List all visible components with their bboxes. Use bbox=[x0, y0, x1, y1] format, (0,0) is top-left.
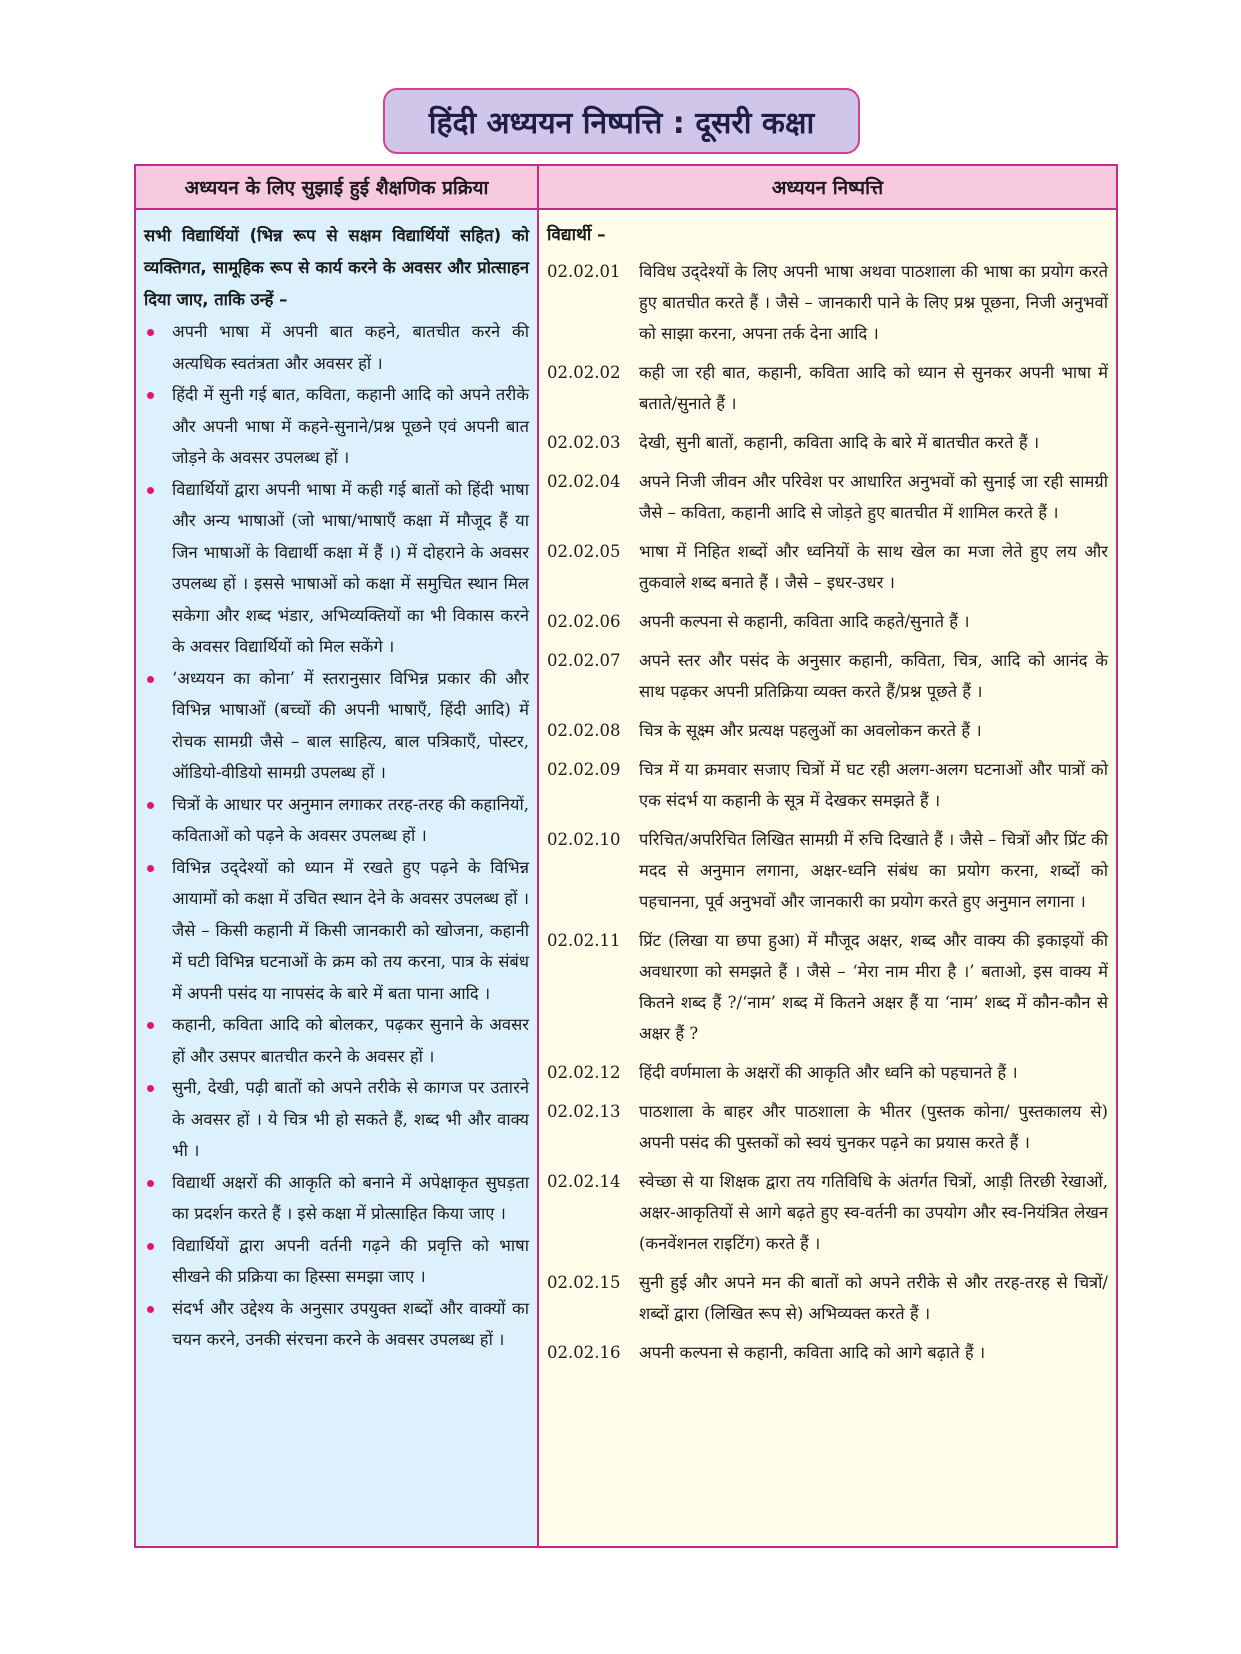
outcome-text: अपनी कल्पना से कहानी, कविता आदि को आगे बढ़ाते हैं । bbox=[639, 1343, 986, 1362]
outcome-row bbox=[547, 824, 1108, 917]
outcomes-column bbox=[539, 210, 1116, 1546]
right-column-header: अध्ययन निष्पत्ति bbox=[539, 166, 1116, 210]
outcome-text: हिंदी वर्णमाला के अक्षरों की आकृति और ध्वनि को पहचानते हैं । bbox=[639, 1063, 1018, 1082]
outcome-code: 02.02.08 bbox=[547, 721, 621, 740]
list-item-text: कहानी, कविता आदि को बोलकर, पढ़कर सुनाने के अवसर हों और उसपर बातचीत करने के अवसर हों । bbox=[172, 1015, 529, 1066]
outcome-row bbox=[547, 925, 1108, 1049]
outcome-code: 02.02.01 bbox=[547, 262, 621, 281]
bullet-icon bbox=[147, 802, 154, 809]
outcome-text: पाठशाला के बाहर और पाठशाला के भीतर (पुस्तक कोना/ पुस्तकालय से) अपनी पसंद की पुस्तकों को स्वयं चुनकर पढ़ने का प्रयास करते हैं । bbox=[639, 1102, 1108, 1152]
outcome-code: 02.02.11 bbox=[547, 931, 621, 950]
outcome-row bbox=[547, 1057, 1108, 1088]
pedagogy-column bbox=[136, 210, 537, 1546]
outcome-text: भाषा में निहित शब्दों और ध्वनियों के साथ खेल का मजा लेते हुए लय और तुकवाले शब्द बनाते हैं । जैसे – इधर-उधर । bbox=[639, 542, 1108, 592]
outcome-code: 02.02.14 bbox=[547, 1172, 621, 1191]
bullet-icon bbox=[147, 392, 154, 399]
list-item bbox=[144, 474, 529, 663]
bullet-icon bbox=[147, 1243, 154, 1250]
list-item bbox=[144, 1072, 529, 1167]
list-item bbox=[144, 1167, 529, 1230]
list-item-text: सुनी, देखी, पढ़ी बातों को अपने तरीके से कागज पर उतारने के अवसर हों । ये चित्र भी हो सकते हैं, शब्द भी और वाक्य भी । bbox=[172, 1078, 529, 1160]
list-item bbox=[144, 852, 529, 1010]
bullet-icon bbox=[147, 1180, 154, 1187]
outcome-row bbox=[547, 256, 1108, 349]
page-title: हिंदी अध्ययन निष्पत्ति : दूसरी कक्षा bbox=[383, 88, 860, 154]
outcome-row bbox=[547, 1337, 1108, 1368]
list-item-text: चित्रों के आधार पर अनुमान लगाकर तरह-तरह की कहानियों, कविताओं को पढ़ने के अवसर उपलब्ध हों । bbox=[172, 794, 529, 845]
list-item-text: विभिन्न उद्‌देश्यों को ध्यान में रखते हुए पढ़ने के विभिन्न आयामों को कक्षा में उचित स्थान देने के अवसर उपलब्ध हों । जैसे – किसी कहानी में किसी जानकारी को खोजना, कहानी में घटी विभिन्न घटनाओं के क्रम को तय करना, पात्र के संबंध में अपनी पसंद या नापसंद के बारे में बता पाना आदि । bbox=[172, 857, 529, 1003]
outcome-row bbox=[547, 754, 1108, 816]
list-item-text: अपनी भाषा में अपनी बात कहने, बातचीत करने की अत्यधिक स्वतंत्रता और अवसर हों । bbox=[172, 322, 529, 373]
outcome-row bbox=[547, 466, 1108, 528]
list-item-text: विद्यार्थियों द्वारा अपनी भाषा में कही गई बातों को हिंदी भाषा और अन्य भाषाओं (जो भाषा/भाषाएँ कक्षा में मौजूद हैं या जिन भाषाओं के विद्यार्थी कक्षा में हैं ।) में दोहराने के अवसर उपलब्ध हों । इससे भाषाओं को कक्षा में समुचित स्थान मिल सकेगा और शब्द भंडार, अभिव्यक्तियों का भी विकास करने के अवसर विद्यार्थियों को मिल सकेंगे । bbox=[172, 479, 529, 656]
outcome-code: 02.02.10 bbox=[547, 830, 621, 849]
list-item bbox=[144, 1009, 529, 1072]
list-item bbox=[144, 316, 529, 379]
outcome-code: 02.02.12 bbox=[547, 1063, 621, 1082]
outcome-code: 02.02.16 bbox=[547, 1343, 621, 1362]
list-item-text: हिंदी में सुनी गई बात, कविता, कहानी आदि को अपने तरीके और अपनी भाषा में कहने-सुनाने/प्रश्न पूछने एवं अपनी बात जोड़ने के अवसर उपलब्ध हों । bbox=[172, 385, 529, 467]
outcome-row bbox=[547, 536, 1108, 598]
bullet-icon bbox=[147, 865, 154, 872]
bullet-icon bbox=[147, 1306, 154, 1313]
outcomes-table bbox=[134, 164, 1118, 1548]
outcome-text: सुनी हुई और अपने मन की बातों को अपने तरीके से और तरह-तरह से चित्रों/शब्दों द्वारा (लिखित रूप से) अभिव्यक्त करते हैं । bbox=[639, 1273, 1108, 1323]
list-item-text: संदर्भ और उद्देश्य के अनुसार उपयुक्त शब्दों और वाक्यों का चयन करने, उनकी संरचना करने के अवसर उपलब्ध हों । bbox=[172, 1298, 529, 1349]
outcome-row bbox=[547, 606, 1108, 637]
outcome-row bbox=[547, 1267, 1108, 1329]
bullet-icon bbox=[147, 1022, 154, 1029]
list-item bbox=[144, 1293, 529, 1356]
outcome-text: अपने स्तर और पसंद के अनुसार कहानी, कविता, चित्र, आदि को आनंद के साथ पढ़कर अपनी प्रतिक्रिया व्यक्त करते हैं/प्रश्न पूछते हैं । bbox=[639, 651, 1108, 701]
list-item-text: विद्यार्थियों द्वारा अपनी वर्तनी गढ़ने की प्रवृत्ति को भाषा सीखने की प्रक्रिया का हिस्सा समझा जाए । bbox=[172, 1235, 529, 1286]
list-item bbox=[144, 663, 529, 789]
outcome-text: स्वेच्छा से या शिक्षक द्वारा तय गतिविधि के अंतर्गत चित्रों, आड़ी तिरछी रेखाओं, अक्षर-आकृतियों से आगे बढ़ते हुए स्व-वर्तनी का उपयोग और स्व-नियंत्रित लेखन (कनवेंशनल राइटिंग) करते हैं । bbox=[639, 1172, 1108, 1253]
student-label: विद्यार्थी – bbox=[547, 225, 606, 245]
outcome-row bbox=[547, 1096, 1108, 1158]
outcome-row bbox=[547, 715, 1108, 746]
outcome-row bbox=[547, 427, 1108, 458]
outcome-text: देखी, सुनी बातों, कहानी, कविता आदि के बारे में बातचीत करते हैं । bbox=[639, 433, 1040, 452]
bullet-icon bbox=[147, 676, 154, 683]
outcome-row bbox=[547, 645, 1108, 707]
left-column-header: अध्ययन के लिए सुझाई हुई शैक्षणिक प्रक्रिया bbox=[136, 166, 537, 210]
outcome-text: कही जा रही बात, कहानी, कविता आदि को ध्यान से सुनकर अपनी भाषा में बताते/सुनाते हैं । bbox=[639, 363, 1108, 413]
outcome-row bbox=[547, 357, 1108, 419]
outcome-code: 02.02.13 bbox=[547, 1102, 621, 1121]
pedagogy-intro: सभी विद्यार्थियों (भिन्न रूप से सक्षम विद्यार्थियों सहित) को व्यक्तिगत, सामूहिक रूप से कार्य करने के अवसर और प्रोत्साहन दिया जाए, ताकि उन्हें – bbox=[144, 226, 529, 309]
outcome-code: 02.02.05 bbox=[547, 542, 621, 561]
outcome-code: 02.02.07 bbox=[547, 651, 621, 670]
list-item bbox=[144, 789, 529, 852]
outcome-code: 02.02.06 bbox=[547, 612, 621, 631]
outcome-text: चित्र के सूक्ष्म और प्रत्यक्ष पहलुओं का अवलोकन करते हैं । bbox=[639, 721, 982, 740]
outcome-code: 02.02.02 bbox=[547, 363, 621, 382]
outcome-text: अपनी कल्पना से कहानी, कविता आदि कहते/सुनाते हैं । bbox=[639, 612, 970, 631]
outcome-text: विविध उद्‌देश्यों के लिए अपनी भाषा अथवा पाठशाला की भाषा का प्रयोग करते हुए बातचीत करते हैं । जैसे – जानकारी पाने के लिए प्रश्न पूछना, निजी अनुभवों को साझा करना, अपना तर्क देना आदि । bbox=[639, 262, 1108, 343]
outcome-text: अपने निजी जीवन और परिवेश पर आधारित अनुभवों को सुनाई जा रही सामग्री जैसे – कविता, कहानी आदि से जोड़ते हुए बातचीत में शामिल करते हैं । bbox=[639, 472, 1108, 522]
list-item-text: विद्यार्थी अक्षरों की आकृति को बनाने में अपेक्षाकृत सुघड़ता का प्रदर्शन करते हैं । इसे कक्षा में प्रोत्साहित किया जाए । bbox=[172, 1172, 529, 1223]
bullet-icon bbox=[147, 1085, 154, 1092]
outcome-text: चित्र में या क्रमवार सजाए चित्रों में घट रही अलग-अलग घटनाओं और पात्रों को एक संदर्भ या कहानी के सूत्र में देखकर समझते हैं । bbox=[639, 760, 1108, 810]
pedagogy-list bbox=[144, 316, 529, 1356]
outcome-text: प्रिंट (लिखा या छपा हुआ) में मौजूद अक्षर, शब्द और वाक्य की इकाइयों की अवधारणा को समझते हैं । जैसे – ‘मेरा नाम मीरा है ।’ बताओ, इस वाक्य में कितने शब्द हैं ?/‘नाम’ शब्द में कितने अक्षर हैं या ‘नाम’ शब्द में कौन-कौन से अक्षर हैं ? bbox=[639, 931, 1108, 1043]
outcome-code: 02.02.04 bbox=[547, 472, 621, 491]
list-item bbox=[144, 379, 529, 474]
outcome-row bbox=[547, 1166, 1108, 1259]
outcome-code: 02.02.03 bbox=[547, 433, 621, 452]
bullet-icon bbox=[147, 329, 154, 336]
list-item-text: ‘अध्ययन का कोना’ में स्तरानुसार विभिन्न प्रकार की और विभिन्न भाषाओं (बच्चों की अपनी भाषाएँ, हिंदी आदि) में रोचक सामग्री जैसे – बाल साहित्य, बाल पत्रिकाएँ, पोस्टर, ऑडियो-वीडियो सामग्री उपलब्ध हों । bbox=[172, 668, 529, 782]
outcome-code: 02.02.15 bbox=[547, 1273, 621, 1292]
list-item bbox=[144, 1230, 529, 1293]
outcome-code: 02.02.09 bbox=[547, 760, 621, 779]
outcome-text: परिचित/अपरिचित लिखित सामग्री में रुचि दिखाते हैं । जैसे – चित्रों और प्रिंट की मदद से अनुमान लगाना, अक्षर-ध्वनि संबंध का प्रयोग करना, शब्दों को पहचानना, पूर्व अनुभवों और जानकारी का प्रयोग करते हुए अनुमान लगाना । bbox=[639, 830, 1108, 911]
bullet-icon bbox=[147, 487, 154, 494]
